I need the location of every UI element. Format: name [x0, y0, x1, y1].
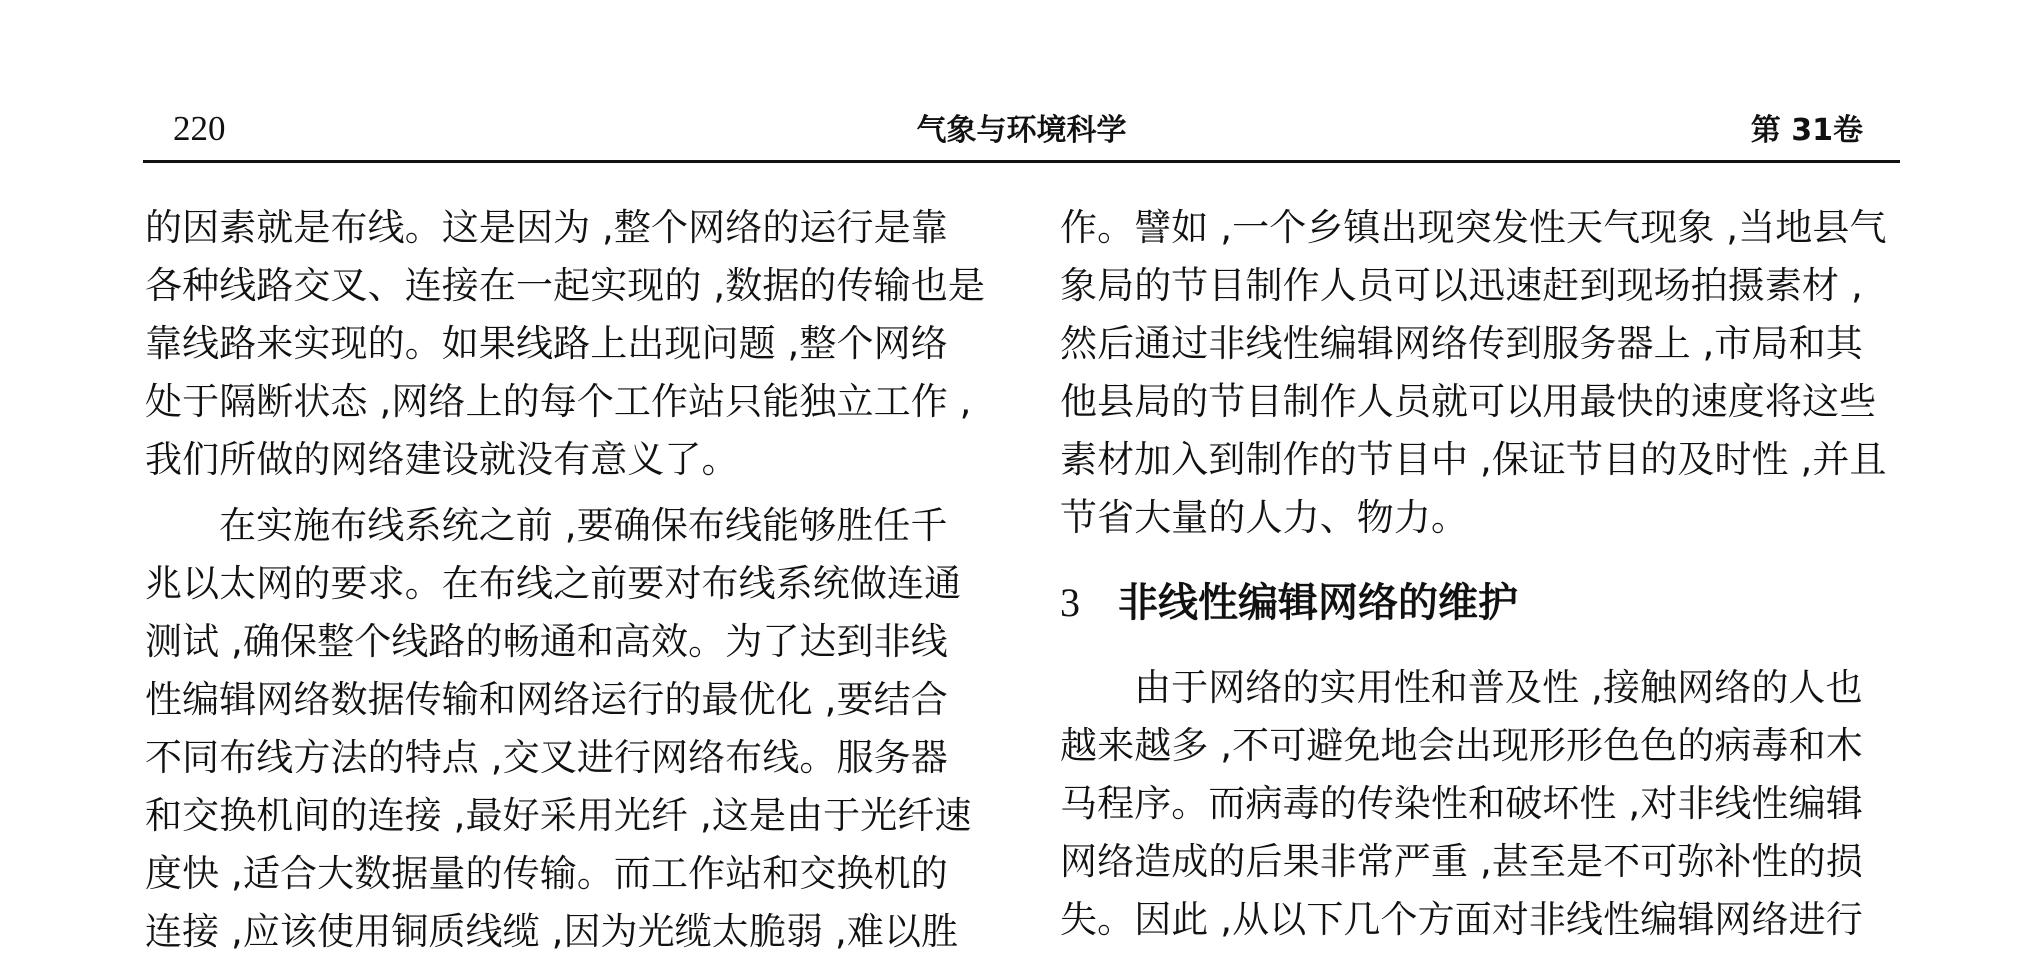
text-line: 兆以太网的要求。在布线之前要对布线系统做连通	[145, 562, 962, 605]
page-number: 220	[173, 109, 226, 148]
text-line: 作。譬如 ,一个乡镇出现突发性天气现象 ,当地县气	[1060, 206, 1887, 249]
right-paragraph-1	[1060, 199, 1902, 547]
text-line: 节省大量的人力、物力。	[1060, 496, 1469, 539]
volume-label: 第 31卷	[1750, 113, 1863, 148]
right-text-column	[1060, 199, 1902, 941]
text-line: 越来越多 ,不可避免地会出现形形色色的病毒和木	[1060, 724, 1863, 767]
text-line: 不同布线方法的特点 ,交叉进行网络布线。服务器	[145, 736, 948, 779]
text-line: 在实施布线系统之前 ,要确保布线能够胜任千	[219, 504, 948, 547]
text-line: 度快 ,适合大数据量的传输。而工作站和交换机的	[145, 852, 948, 895]
section-heading	[1060, 565, 1902, 641]
text-line: 处于隔断状态 ,网络上的每个工作站只能独立工作 ,	[145, 380, 972, 423]
paragraph-gap	[145, 489, 987, 497]
text-line: 各种线路交叉、连接在一起实现的 ,数据的传输也是	[145, 264, 985, 307]
text-line: 素材加入到制作的节目中 ,保证节目的及时性 ,并且	[1060, 438, 1887, 481]
text-line: 由于网络的实用性和普及性 ,接触网络的人也	[1134, 666, 1863, 709]
text-line: 失。因此 ,从以下几个方面对非线性编辑网络进行	[1060, 898, 1863, 941]
text-line: 我们所做的网络建设就没有意义了。	[145, 438, 739, 481]
section-title: 非线性编辑网络的维护	[1118, 580, 1518, 626]
text-line: 性编辑网络数据传输和网络运行的最优化 ,要结合	[145, 678, 948, 721]
text-line: 的因素就是布线。这是因为 ,整个网络的运行是靠	[145, 206, 948, 249]
text-line: 靠线路来实现的。如果线路上出现问题 ,整个网络	[145, 322, 948, 365]
text-line: 测试 ,确保整个线路的畅通和高效。为了达到非线	[145, 620, 948, 663]
text-line: 网络造成的后果非常严重 ,甚至是不可弥补性的损	[1060, 840, 1863, 883]
section-number: 3	[1060, 580, 1080, 625]
left-paragraph-1	[145, 199, 987, 489]
running-header	[143, 104, 1900, 163]
left-paragraph-2	[145, 497, 987, 961]
text-line: 连接 ,应该使用铜质线缆 ,因为光缆太脆弱 ,难以胜	[145, 910, 959, 953]
text-line: 他县局的节目制作人员就可以用最快的速度将这些	[1060, 380, 1877, 423]
text-line: 马程序。而病毒的传染性和破坏性 ,对非线性编辑	[1060, 782, 1863, 825]
text-line: 然后通过非线性编辑网络传到服务器上 ,市局和其	[1060, 322, 1863, 365]
text-line: 象局的节目制作人员可以迅速赶到现场拍摄素材 ,	[1060, 264, 1863, 307]
left-text-column	[145, 199, 987, 953]
right-paragraph-2	[1060, 659, 1902, 949]
journal-title: 气象与环境科学	[916, 113, 1127, 148]
text-line: 和交换机间的连接 ,最好采用光纤 ,这是由于光纤速	[145, 794, 972, 837]
